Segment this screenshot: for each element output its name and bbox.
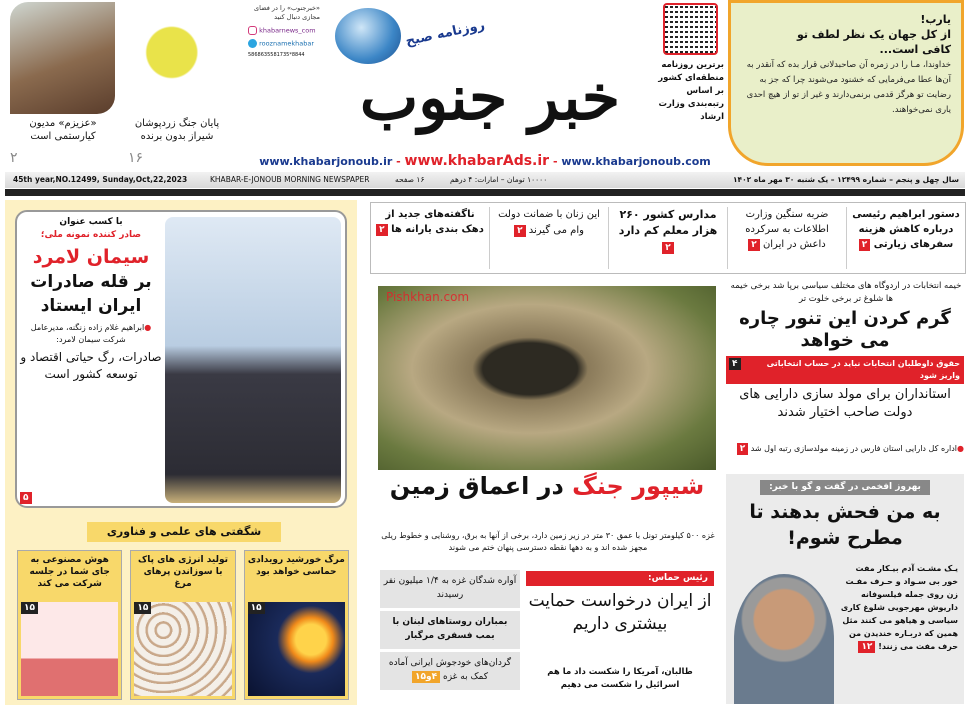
prayer-body: خداوندا، مـا را در زمره آن صاحبدلانی قرار بده که آنقدر به آن‌ها عطا می‌فرمایی که خشنود می‌شوند چرا که جز به رضایت تو هرگز قدمی برنمی‌دارند و غیر از تو از هیچ احدی یاری نمی‌خواهند. [746, 60, 951, 115]
award-photo[interactable] [165, 217, 341, 503]
social-box [248, 4, 320, 60]
strip-item[interactable]: ضربه سنگین وزارت اطلاعات به سرکرده داعش در ایران ۲ [727, 207, 846, 269]
page-count: ۱۶ صفحه [395, 175, 425, 184]
science-section-title: شگفتی های علمی و فناوری [87, 522, 281, 542]
strip-item[interactable]: مدارس کشور ۲۶۰ هزار معلم کم دارد ۲ [608, 207, 727, 269]
instagram-icon [248, 26, 257, 35]
telegram-icon [248, 39, 257, 48]
cement-title-black: بر قله صادرات ایران ایستاد [30, 272, 152, 316]
side-news-item[interactable]: گردان‌های خودجوش ایرانی آماده کمک به غزه ۴و۱۵ [380, 652, 520, 690]
telegram-handle[interactable]: roozname​khabar [248, 39, 320, 49]
headline-strip [370, 202, 966, 274]
hamas-sub: طالبان، آمریکا را شکست داد ما هم اسرائیل را شکست می دهیم [547, 667, 693, 690]
url-ads[interactable]: www.khabarAds.ir [404, 153, 550, 169]
divider-bar [5, 189, 965, 196]
ai-meeting-image: ۱۵ [21, 602, 118, 696]
tunnel-photo[interactable] [378, 286, 716, 470]
science-card[interactable]: تولید انرژی های پاک با سوزاندن پرهای مرغ ۱۵ [130, 550, 235, 700]
ranking-text: برترین روزنامه منطقه‌ای کشور بر اساس رتبه‌بندی وزارت ارشاد [658, 60, 724, 122]
election-red-sub[interactable]: حقوق داوطلبان انتخابات نباید در حساب انتخاباتی واریز شود ۴ [726, 356, 964, 384]
sun-image: ۱۵ [248, 602, 345, 696]
info-bar [5, 172, 965, 188]
cement-kicker: با کسب عنوان صادر کننده نمونه ملی؛ [40, 217, 142, 240]
paper-name-english: KHABAR-E-JONOUB MORNING NEWSPAPER [210, 175, 370, 184]
price: ۱۰۰۰۰ تومان – امارات: ۴ درهم [450, 175, 548, 184]
side-news-item[interactable]: آواره شدگان غزه به ۱/۴ میلیون نفر رسیدند [380, 570, 520, 608]
science-card[interactable]: مرگ خورشید رویدادی حماسی خواهد بود ۱۵ [244, 550, 349, 700]
asset-story-title[interactable]: استانداران برای مولد سازی دارایی های دولت صاحب اختیار شدند [739, 387, 951, 420]
prayer-box [728, 0, 964, 166]
interviewee-photo [734, 574, 834, 704]
film-photo[interactable] [10, 2, 115, 114]
hamas-kicker: رئیس حماس: [526, 571, 714, 586]
url-left[interactable]: www.khabarjonoub.ir [259, 155, 393, 168]
asset-story-sub: ●اداره کل دارایی استان فارس در زمینه مولدسازی رتبه اول شد ۲ [726, 443, 964, 455]
website-urls: www.khabarjonoub.ir - www.khabarAds.ir - www.khabarjonoub.com [259, 153, 711, 169]
film-teaser-caption[interactable]: «عزیزم» مدیون کیارستمی است [29, 118, 97, 142]
prayer-title-2: از کل جهان یک نظر لطف تو [796, 28, 951, 41]
instagram-handle[interactable]: khabarnews_com [248, 26, 320, 36]
cement-page: ۵ [20, 492, 32, 504]
football-teaser-caption[interactable]: پایان جنگ زردپوشان شیراز بدون برنده [134, 118, 220, 142]
interview-kicker: بهروز افخمی در گفت و گو با خبر: [760, 480, 930, 495]
chickens-image: ۱۵ [134, 602, 231, 696]
watermark: Pishkhan.com [386, 290, 470, 304]
persian-date: سال چهل و پنجم – شماره ۱۲۴۹۹ – یک شنبه ۳۰ مهر ماه ۱۴۰۲ [732, 175, 959, 184]
prayer-title-3: کافی است... [879, 43, 951, 56]
science-card[interactable]: هوش مصنوعی به جای شما در جلسه شرکت می کند ۱۵ [17, 550, 122, 700]
interview-body: یـک مشـت آدم بیـکار مفت خور بی سـواد و حـرف مفـت زن روی جمله فیلسوفانه داریوش مهرجویی شلوغ کاری سیاسی و هیاهو می کنند مثل همین که دربـاره خندیدن من حرف مفت می زنند! ۱۲ [840, 564, 958, 652]
english-issue: 45th year,NO.12499, Sunday,Oct,22,2023 [13, 175, 188, 184]
election-kicker: خیمه انتخابات در اردوگاه های مختلف سیاسی برپا شد برخی خیمه ها شلوغ تر برخی خلوت تر [730, 281, 962, 304]
cement-text-column [20, 216, 162, 504]
logo-subtitle: روزنامه صبح [404, 17, 487, 50]
newspaper-logo[interactable]: خبر جنوب [359, 61, 621, 134]
football-teaser-page: ۱۶ [128, 150, 144, 166]
strip-item[interactable]: ناگفته‌های جدید از دهک بندی یارانه ها ۲ [371, 207, 489, 269]
main-lead: غزه ۵۰۰ کیلومتر تونل با عمق ۳۰ متر در زیر زمین دارد، برخی از آنها به برق، روشنایی و خطوط ریلی مجهز شده اند و به دهها نقطه دسترسی پنهان ختم می شوند [381, 531, 715, 552]
strip-item[interactable]: این زنان با ضمانت دولت وام می گیرند ۲ [489, 207, 608, 269]
cement-byline: ●ابراهیم غلام زاده زنگنه، مدیرعامل شرکت سیمان لامرد: [30, 323, 152, 344]
hamas-headline[interactable]: از ایران درخواست حمایت بیشتری داریم [528, 591, 712, 634]
main-headline[interactable]: شیپور جنگ در اعماق زمین [389, 472, 705, 500]
science-grid [17, 550, 349, 700]
football-photo[interactable] [120, 2, 235, 114]
phone-number: 5868635581735*8844 [248, 52, 305, 58]
election-headline[interactable]: گرم کردن این تنور چاره می خواهد [739, 308, 951, 351]
side-news-item[interactable]: بمباران روستاهای لبنان با بمب فسفری مرگبار [380, 611, 520, 649]
cement-quote: صادرات، رگ حیاتی اقتصاد و توسعه کشور است [20, 350, 162, 381]
strip-item[interactable]: دستور ابراهیم رئیسی درباره کاهش هزینه سفرهای زیارتی ۲ [846, 207, 965, 269]
qr-code[interactable] [663, 3, 718, 55]
side-news-list [380, 570, 520, 690]
interview-title: به من فحش بدهند تا مطرح شوم! [749, 501, 941, 549]
film-teaser-page: ۲ [10, 150, 18, 166]
social-intro: «خبرجنوب» را در فضای مجازی دنبال کنید [254, 4, 320, 21]
cement-title-red: سیمان لامرد [32, 246, 150, 268]
prayer-title-1: یارب! [920, 13, 951, 26]
interview-box[interactable] [726, 474, 964, 704]
url-right[interactable]: www.khabarjonoub.com [561, 155, 711, 168]
